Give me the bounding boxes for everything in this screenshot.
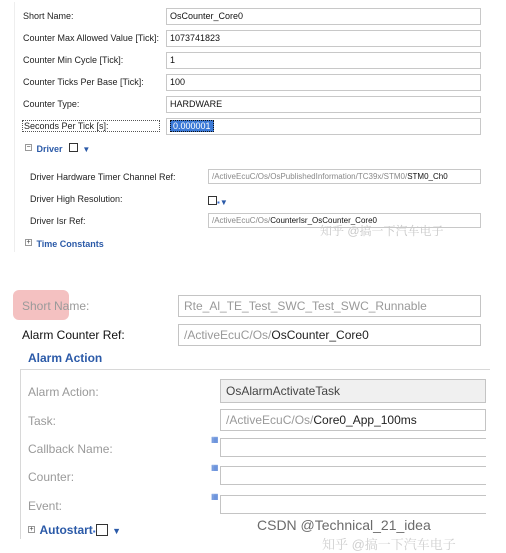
alarm-short-name-label: Short Name: <box>22 299 90 313</box>
driver-isr-ref-path: /ActiveEcuC/Os/ <box>212 216 271 225</box>
default-value-icon: ▦ <box>211 463 219 472</box>
short-name-field[interactable]: OsCounter_Core0 <box>166 8 481 25</box>
counter-ticks-per-base-field[interactable]: 100 <box>166 74 481 91</box>
autostart-checkbox[interactable] <box>96 524 108 536</box>
alarm-counter-ref-path: /ActiveEcuC/Os/ <box>184 328 272 342</box>
counter-min-cycle-field[interactable]: 1 <box>166 52 481 69</box>
chevron-down-icon[interactable]: ▼ <box>112 526 122 536</box>
counter-type-field[interactable]: HARDWARE <box>166 96 481 113</box>
alarm-counter-ref-value: OsCounter_Core0 <box>271 328 369 342</box>
chevron-down-icon[interactable]: ▼ <box>82 145 91 154</box>
event-field[interactable] <box>220 495 486 514</box>
time-constants-label: Time Constants <box>36 239 104 249</box>
panel-left-border <box>14 2 15 252</box>
callback-name-field[interactable] <box>220 438 486 457</box>
counter-editor-panel <box>0 0 506 262</box>
alarm-action-label: Alarm Action: <box>28 385 99 399</box>
short-name-label: Short Name: <box>23 11 74 21</box>
driver-isr-ref-label: Driver Isr Ref: <box>30 216 86 226</box>
counter-min-cycle-label: Counter Min Cycle [Tick]: <box>23 55 124 65</box>
task-ref-value: Core0_App_100ms <box>313 413 417 427</box>
high-resolution-checkbox[interactable] <box>208 196 217 205</box>
alarm-counter-ref-field[interactable] <box>178 324 481 346</box>
task-label: Task: <box>28 414 57 428</box>
counter-max-allowed-label: Counter Max Allowed Value [Tick]: <box>23 33 160 43</box>
counter-ticks-per-base-label: Counter Ticks Per Base [Tick]: <box>23 77 144 87</box>
event-label: Event: <box>28 499 63 513</box>
driver-hw-timer-label: Driver Hardware Timer Channel Ref: <box>30 172 176 182</box>
alarm-action-header: Alarm Action <box>28 351 103 365</box>
expand-icon[interactable]: + <box>26 239 31 247</box>
task-ref-path: /ActiveEcuC/Os/ <box>226 413 314 427</box>
default-value-icon: ▪ <box>217 198 220 207</box>
zhihu-watermark-top: 知乎 @搞一下汽车电子 <box>320 224 444 238</box>
driver-hw-timer-value: STM0_Ch0 <box>407 172 448 181</box>
default-value-icon: ▪ <box>92 527 96 536</box>
default-value-icon: ▦ <box>211 492 219 501</box>
driver-high-resolution-control[interactable] <box>208 192 228 210</box>
expand-icon[interactable]: + <box>29 526 34 534</box>
callback-name-label: Callback Name: <box>28 442 113 456</box>
counter-field[interactable] <box>220 466 486 485</box>
driver-hw-timer-path: /ActiveEcuC/Os/OsPublishedInformation/TC39x/STM0/ <box>212 172 408 181</box>
autostart-section[interactable] <box>28 521 121 539</box>
seconds-per-tick-label: Seconds Per Tick [s]: <box>22 120 160 132</box>
alarm-short-name-field[interactable]: Rte_Al_TE_Test_SWC_Test_SWC_Runnable <box>178 295 481 317</box>
autostart-label: Autostart <box>39 523 93 537</box>
alarm-action-select[interactable]: OsAlarmActivateTask <box>220 379 486 403</box>
chevron-down-icon[interactable]: ▼ <box>219 198 228 207</box>
alarm-editor-panel <box>0 285 506 552</box>
collapse-icon[interactable]: − <box>26 144 31 152</box>
driver-hw-timer-field[interactable] <box>208 169 481 184</box>
driver-high-resolution-label: Driver High Resolution: <box>30 194 123 204</box>
task-ref-field[interactable] <box>220 409 486 431</box>
csdn-watermark: CSDN @Technical_21_idea <box>257 517 431 533</box>
zhihu-watermark-bottom: 知乎 @搞一下汽车电子 <box>322 537 456 552</box>
counter-label: Counter: <box>28 470 75 484</box>
driver-section-header[interactable] <box>25 139 90 157</box>
driver-section-label: Driver <box>36 144 63 154</box>
counter-max-allowed-field[interactable]: 1073741823 <box>166 30 481 47</box>
driver-isr-ref-value: CounterIsr_OsCounter_Core0 <box>270 216 377 225</box>
time-constants-section[interactable] <box>25 234 104 252</box>
alarm-counter-ref-label: Alarm Counter Ref: <box>22 328 125 342</box>
driver-checkbox[interactable] <box>69 143 78 152</box>
seconds-per-tick-selected-value: 0.000001 <box>170 120 214 132</box>
default-value-icon: ▦ <box>211 435 219 444</box>
seconds-per-tick-field[interactable] <box>166 118 481 135</box>
counter-type-label: Counter Type: <box>23 99 80 109</box>
